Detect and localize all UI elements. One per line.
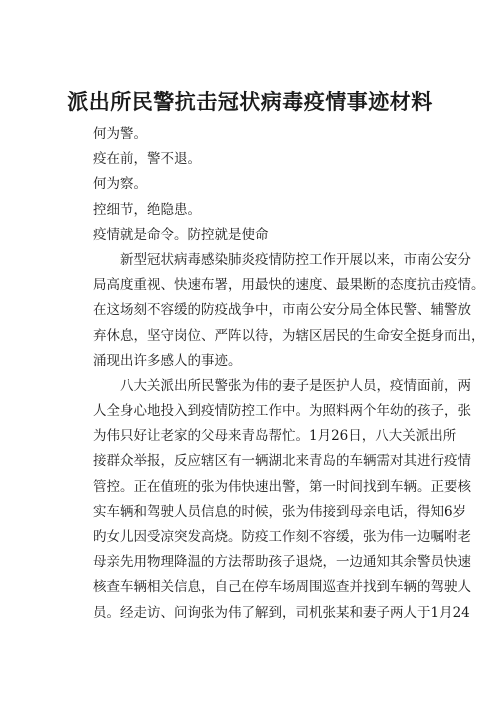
text-line: 实车辆和驾驶人员信息的时候，张为伟接到母亲电话，得知6岁 <box>93 503 467 520</box>
text-line: 在这场刻不容缓的防疫战争中，市南公安分局全体民警、辅警放 <box>93 302 471 319</box>
text-line: 弃休息，坚守岗位、严阵以待，为辖区居民的生命安全挺身而出， <box>93 327 485 344</box>
text-line: 疫情就是命令。防控就是使命 <box>93 226 269 243</box>
text-line: 旳女儿因受凉突发高烧。防疫工作刻不容缓，张为伟一边嘱咐老 <box>93 529 471 545</box>
text-line: 母亲先用物理降温的方法帮助孩子退烧，一边通知其余警员快速 <box>93 554 471 571</box>
text-line: 何为警。 <box>93 126 147 142</box>
text-line: 核查车辆相关信息，自己在停车场周围巡查并找到车辆的驾驶人 <box>93 579 471 596</box>
document-title: 派出所民警抗击冠状病毒疫情事迹材料 <box>67 89 433 114</box>
text-line: 涌现出许多感人的事迹。 <box>93 352 242 369</box>
text-line: 接群众举报，反应辖区有一辆湖北来青岛的车辆需对其进行疫情 <box>93 453 471 470</box>
text-line: 疫在前，警不退。 <box>93 151 201 168</box>
text-line: 八大关派出所民警张为伟的妻子是医护人员，疫情面前，两 <box>120 377 471 394</box>
text-line: 管控。正在值班的张为伟快速出警，第一时间找到车辆。正要核 <box>93 478 471 495</box>
text-line: 控细节，绝隐患。 <box>93 201 201 218</box>
text-line: 人全身心地投入到疫情防控工作中。为照料两个年幼的孩子，张 <box>93 403 471 420</box>
text-line: 何为察。 <box>93 176 147 193</box>
text-line: 员。经走访、问询张为伟了解到，司机张某和妻子两人于1月24 <box>93 604 470 621</box>
text-line: 新型冠状病毒感染肺炎疫情防控工作开展以来，市南公安分 <box>120 251 471 268</box>
document-body <box>93 122 485 626</box>
text-line: 局高度重视、快速布署，用最快的速度、最果断的态度抗击疫情。 <box>93 277 485 294</box>
text-line: 为伟只好让老家的父母来青岛帮忙。1月26日，八大关派出所 <box>93 428 457 445</box>
